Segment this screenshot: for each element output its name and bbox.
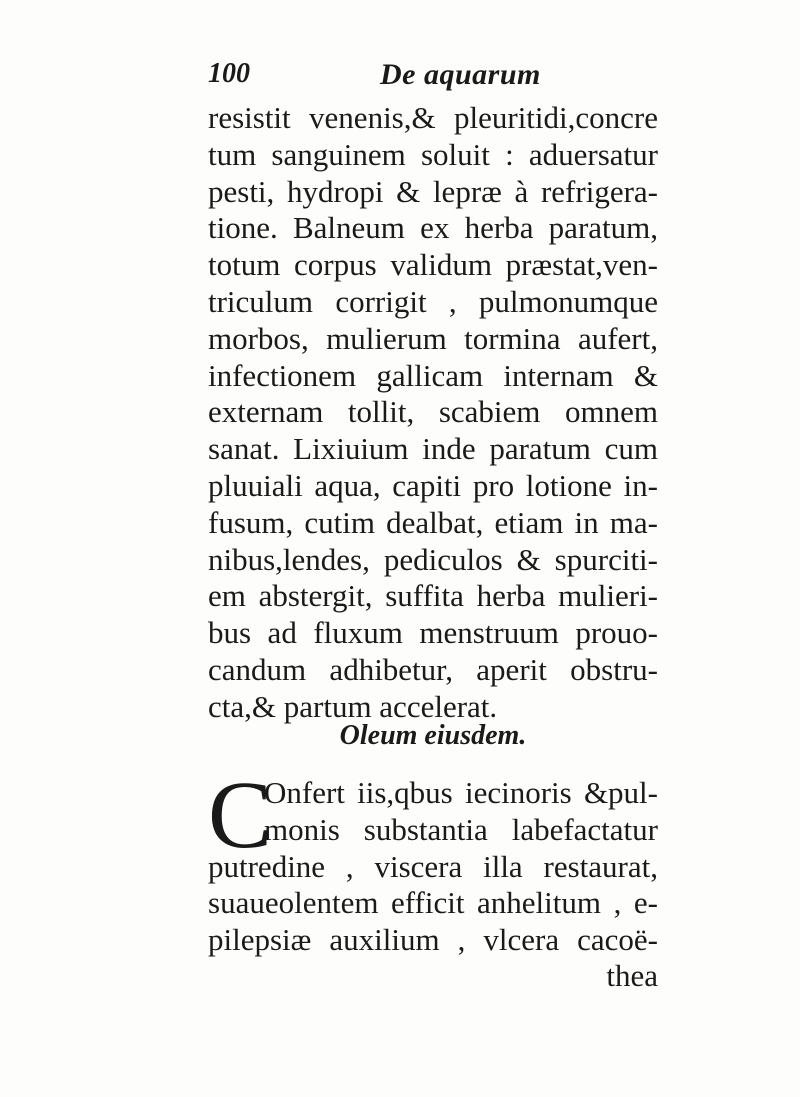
- text-line: nibus,lendes, pediculos & spurciti-: [208, 541, 658, 577]
- text-line: triculum corrigit , pulmonumque: [208, 283, 658, 319]
- text-line: bus ad fluxum menstruum prouo-: [208, 615, 658, 651]
- text-line: sanat. Lixiuium inde paratum cum: [208, 431, 658, 467]
- main-paragraph: [208, 100, 658, 726]
- text-line: monis substantia labefactatur: [264, 811, 658, 847]
- text-line: externam tollit, scabiem omnem: [208, 394, 658, 430]
- text-line: tione. Balneum ex herba paratum,: [208, 210, 658, 246]
- section-heading: Oleum eiusdem.: [339, 720, 527, 751]
- running-head: [208, 58, 658, 98]
- text-line: totum corpus validum præstat,ven-: [208, 247, 658, 283]
- text-line: pesti, hydropi & lepræ à refrigera-: [208, 173, 658, 209]
- text-line: candum adhibetur, aperit obstru-: [208, 651, 658, 687]
- text-line: Onfert iis,qbus iecinoris &pul-: [264, 775, 658, 810]
- drop-cap: C: [208, 761, 273, 868]
- text-line: infectionem gallicam internam &: [208, 357, 658, 393]
- text-line: cta,& partum accelerat.: [208, 688, 498, 724]
- text-line: tum sanguinem soluit : aduersatur: [208, 136, 658, 172]
- text-line: fusum, cutim dealbat, etiam in ma-: [208, 504, 658, 540]
- text-line: suaueolentem efficit anhelitum , e-: [208, 885, 658, 921]
- text-line: resistit venenis,& pleuritidi,concre: [208, 100, 658, 135]
- text-line: em abstergit, suffita herba mulieri-: [208, 578, 658, 614]
- page-number: 100: [208, 58, 250, 89]
- text-line: pluuiali aqua, capiti pro lotione in-: [208, 467, 658, 503]
- text-line: morbos, mulierum tormina aufert,: [208, 320, 658, 356]
- running-title: De aquarum: [380, 58, 541, 91]
- text-line: pilepsiæ auxilium , vlcera cacoë-: [208, 922, 658, 958]
- catchword: thea: [606, 958, 658, 993]
- text-line: putredine , viscera illa restaurat,: [208, 848, 658, 884]
- second-paragraph: [208, 761, 658, 959]
